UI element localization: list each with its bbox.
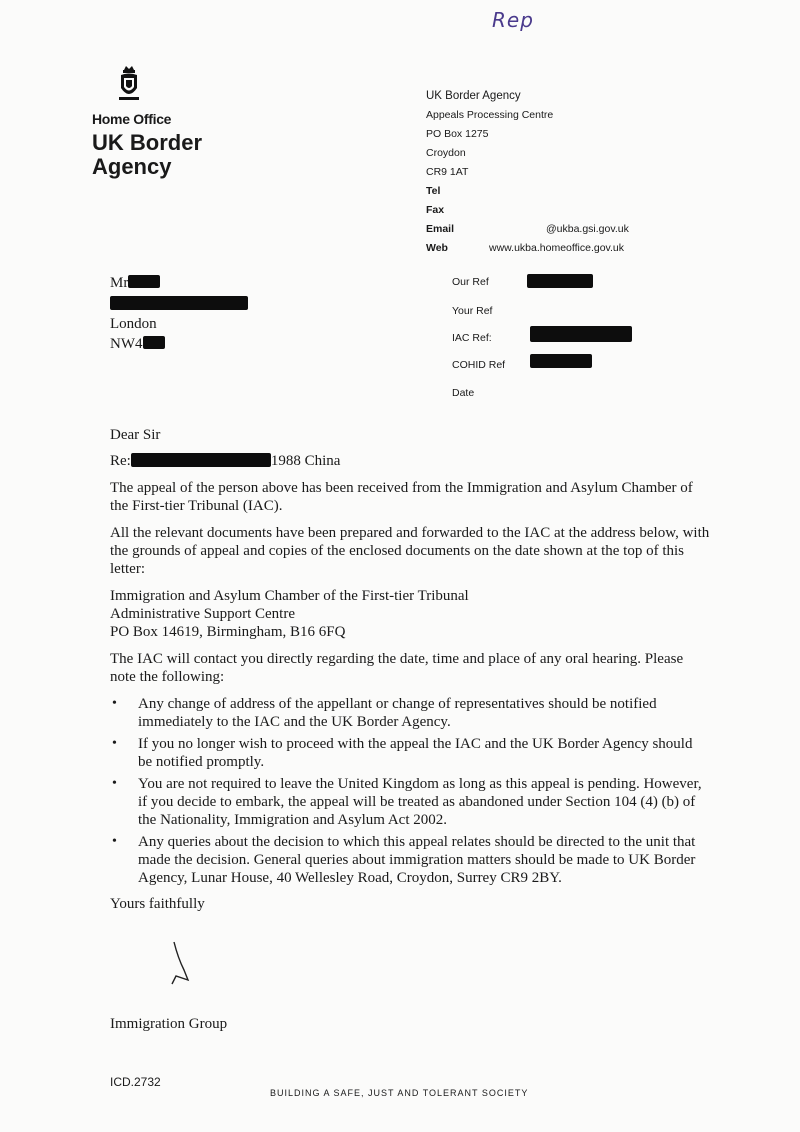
redacted-street xyxy=(110,296,248,310)
list-item: • If you no longer wish to proceed with the appeal the IAC and the UK Border Agency should be notified promptly. xyxy=(138,735,710,771)
cohid-ref-label: COHID Ref xyxy=(452,359,506,371)
sender-line: Appeals Processing Centre xyxy=(426,109,554,121)
redacted-iac-ref xyxy=(530,326,632,342)
redacted-postcode xyxy=(143,336,165,349)
signatory: Immigration Group xyxy=(110,1016,228,1032)
footer-slogan: BUILDING A SAFE, JUST AND TOLERANT SOCIETY xyxy=(270,1088,529,1098)
form-code: ICD.2732 xyxy=(110,1075,161,1089)
tel-label: Tel xyxy=(426,185,441,197)
web-value: www.ukba.homeoffice.gov.uk xyxy=(489,242,625,254)
paragraph-1: The appeal of the person above has been received from the Immigration and Asylum Chamber of the First-tier Tribunal (IAC). xyxy=(110,480,693,514)
tribunal-address xyxy=(110,587,710,641)
sender-line: CR9 1AT xyxy=(426,166,469,178)
sender-address xyxy=(426,87,629,258)
email-label: Email xyxy=(426,223,455,235)
recipient-postcode: NW4 xyxy=(110,336,143,352)
redacted-appellant xyxy=(131,453,271,467)
home-office-label: Home Office xyxy=(92,111,172,127)
closing: Yours faithfully xyxy=(110,896,205,912)
redacted-cohid-ref xyxy=(530,354,592,368)
recipient-title: Mr xyxy=(110,275,129,291)
redacted-name xyxy=(128,275,160,288)
paragraph-3: The IAC will contact you directly regarding the date, time and place of any oral hearing. Please note the following: xyxy=(110,651,684,685)
tribunal-address-line: Immigration and Asylum Chamber of the First-tier Tribunal xyxy=(110,588,469,604)
sender-line: PO Box 1275 xyxy=(426,128,489,140)
tribunal-address-line: PO Box 14619, Birmingham, B16 6FQ xyxy=(110,624,346,640)
fax-label: Fax xyxy=(426,204,445,216)
tribunal-address-line: Administrative Support Centre xyxy=(110,606,295,622)
iac-ref-label: IAC Ref: xyxy=(452,332,492,344)
handwritten-note: Rep xyxy=(492,8,534,32)
salutation: Dear Sir xyxy=(110,427,161,443)
sender-name: UK Border Agency xyxy=(426,90,521,102)
sender-line: Croydon xyxy=(426,147,466,159)
date-label: Date xyxy=(452,387,475,399)
agency-name-line2: Agency xyxy=(92,154,172,179)
our-ref-label: Our Ref xyxy=(452,276,489,288)
recipient-city: London xyxy=(110,316,157,332)
paragraph-2: All the relevant documents have been prepared and forwarded to the IAC at the address below, with the grounds of appeal and copies of the enclosed documents on the date shown at the top of this letter: xyxy=(110,525,710,577)
recipient-address xyxy=(110,273,248,354)
signature-icon xyxy=(168,940,194,988)
list-item: • Any change of address of the appellant or change of representatives should be notified immediately to the IAC and the UK Border Agency. xyxy=(138,695,710,731)
letter-body xyxy=(110,426,710,922)
re-suffix: 1988 China xyxy=(270,453,341,469)
notes-list xyxy=(110,695,710,887)
your-ref-label: Your Ref xyxy=(452,305,493,317)
web-label: Web xyxy=(426,242,448,254)
re-line xyxy=(110,452,710,470)
re-label: Re: xyxy=(110,453,131,469)
agency-name-line1: UK Border xyxy=(92,130,203,155)
list-item: • You are not required to leave the United Kingdom as long as this appeal is pending. However, if you decide to embark, the appeal will be treated as abandoned under Section 104 (4) (b) of the Nationality, Immigration and Asylum Act 2002. xyxy=(138,775,710,829)
email-value: @ukba.gsi.gov.uk xyxy=(546,223,629,235)
royal-crest-icon xyxy=(118,66,140,102)
redacted-our-ref xyxy=(527,274,593,288)
list-item: • Any queries about the decision to which this appeal relates should be directed to the unit that made the decision. General queries about immigration matters should be made to UK Border Agency, Lunar House, 40 Wellesley Road, Croydon, Surrey CR9 2BY. xyxy=(138,833,710,887)
